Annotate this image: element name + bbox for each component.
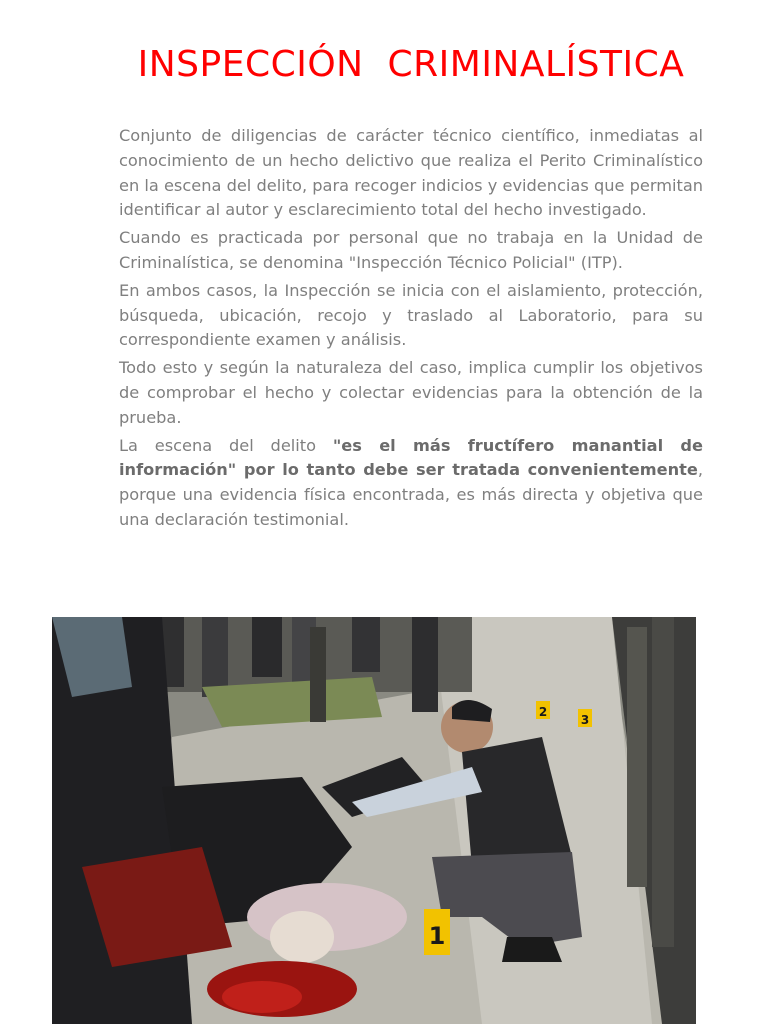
evidence-marker-3 bbox=[578, 709, 592, 727]
paragraph-objectives: Todo esto y según la naturaleza del caso, implica cumplir los objetivos de comprobar el hecho y colectar evidencias para la obtención de la prueba. bbox=[119, 358, 703, 427]
paragraph-crime-scene-end: , porque una evidencia física encontrada, es más directa y objetiva que una declaración testimonial. bbox=[119, 460, 703, 529]
evidence-marker-1 bbox=[424, 909, 450, 955]
paragraph-crime-scene-emphasis: "es el más fructífero manantial de información" por lo tanto debe ser tratada convenientemente bbox=[119, 435, 703, 480]
document-body bbox=[119, 124, 703, 536]
paragraph-crime-scene-start: La escena del delito bbox=[119, 435, 333, 455]
paragraph-definition: Conjunto de diligencias de carácter técnico científico, inmediatas al conocimiento de un hecho delictivo que realiza el Perito Criminalístico en la escena del delito, para recoger indicios y evidencias que permitan identificar al autor y esclarecimiento total del hecho investigado. bbox=[119, 126, 703, 220]
paragraph-procedure: En ambos casos, la Inspección se inicia con el aislamiento, protección, búsqueda, ubicación, recojo y traslado al Laboratorio, para su correspondiente examen y análisis. bbox=[119, 280, 703, 350]
evidence-marker-2 bbox=[536, 701, 550, 719]
evidence-marker-2-label: 2 bbox=[538, 705, 548, 719]
evidence-marker-1-label: 1 bbox=[428, 922, 446, 950]
paragraph-itp: Cuando es practicada por personal que no trabaja en la Unidad de Criminalística, se denomina "Inspección Técnico Policial" (ITP). bbox=[119, 228, 703, 272]
page-title: INSPECCIÓN CRIMINALÍSTICA bbox=[137, 44, 685, 85]
paragraph-crime-scene bbox=[119, 434, 703, 533]
crime-scene-photo bbox=[52, 617, 696, 1024]
evidence-marker-3-label: 3 bbox=[580, 713, 590, 727]
